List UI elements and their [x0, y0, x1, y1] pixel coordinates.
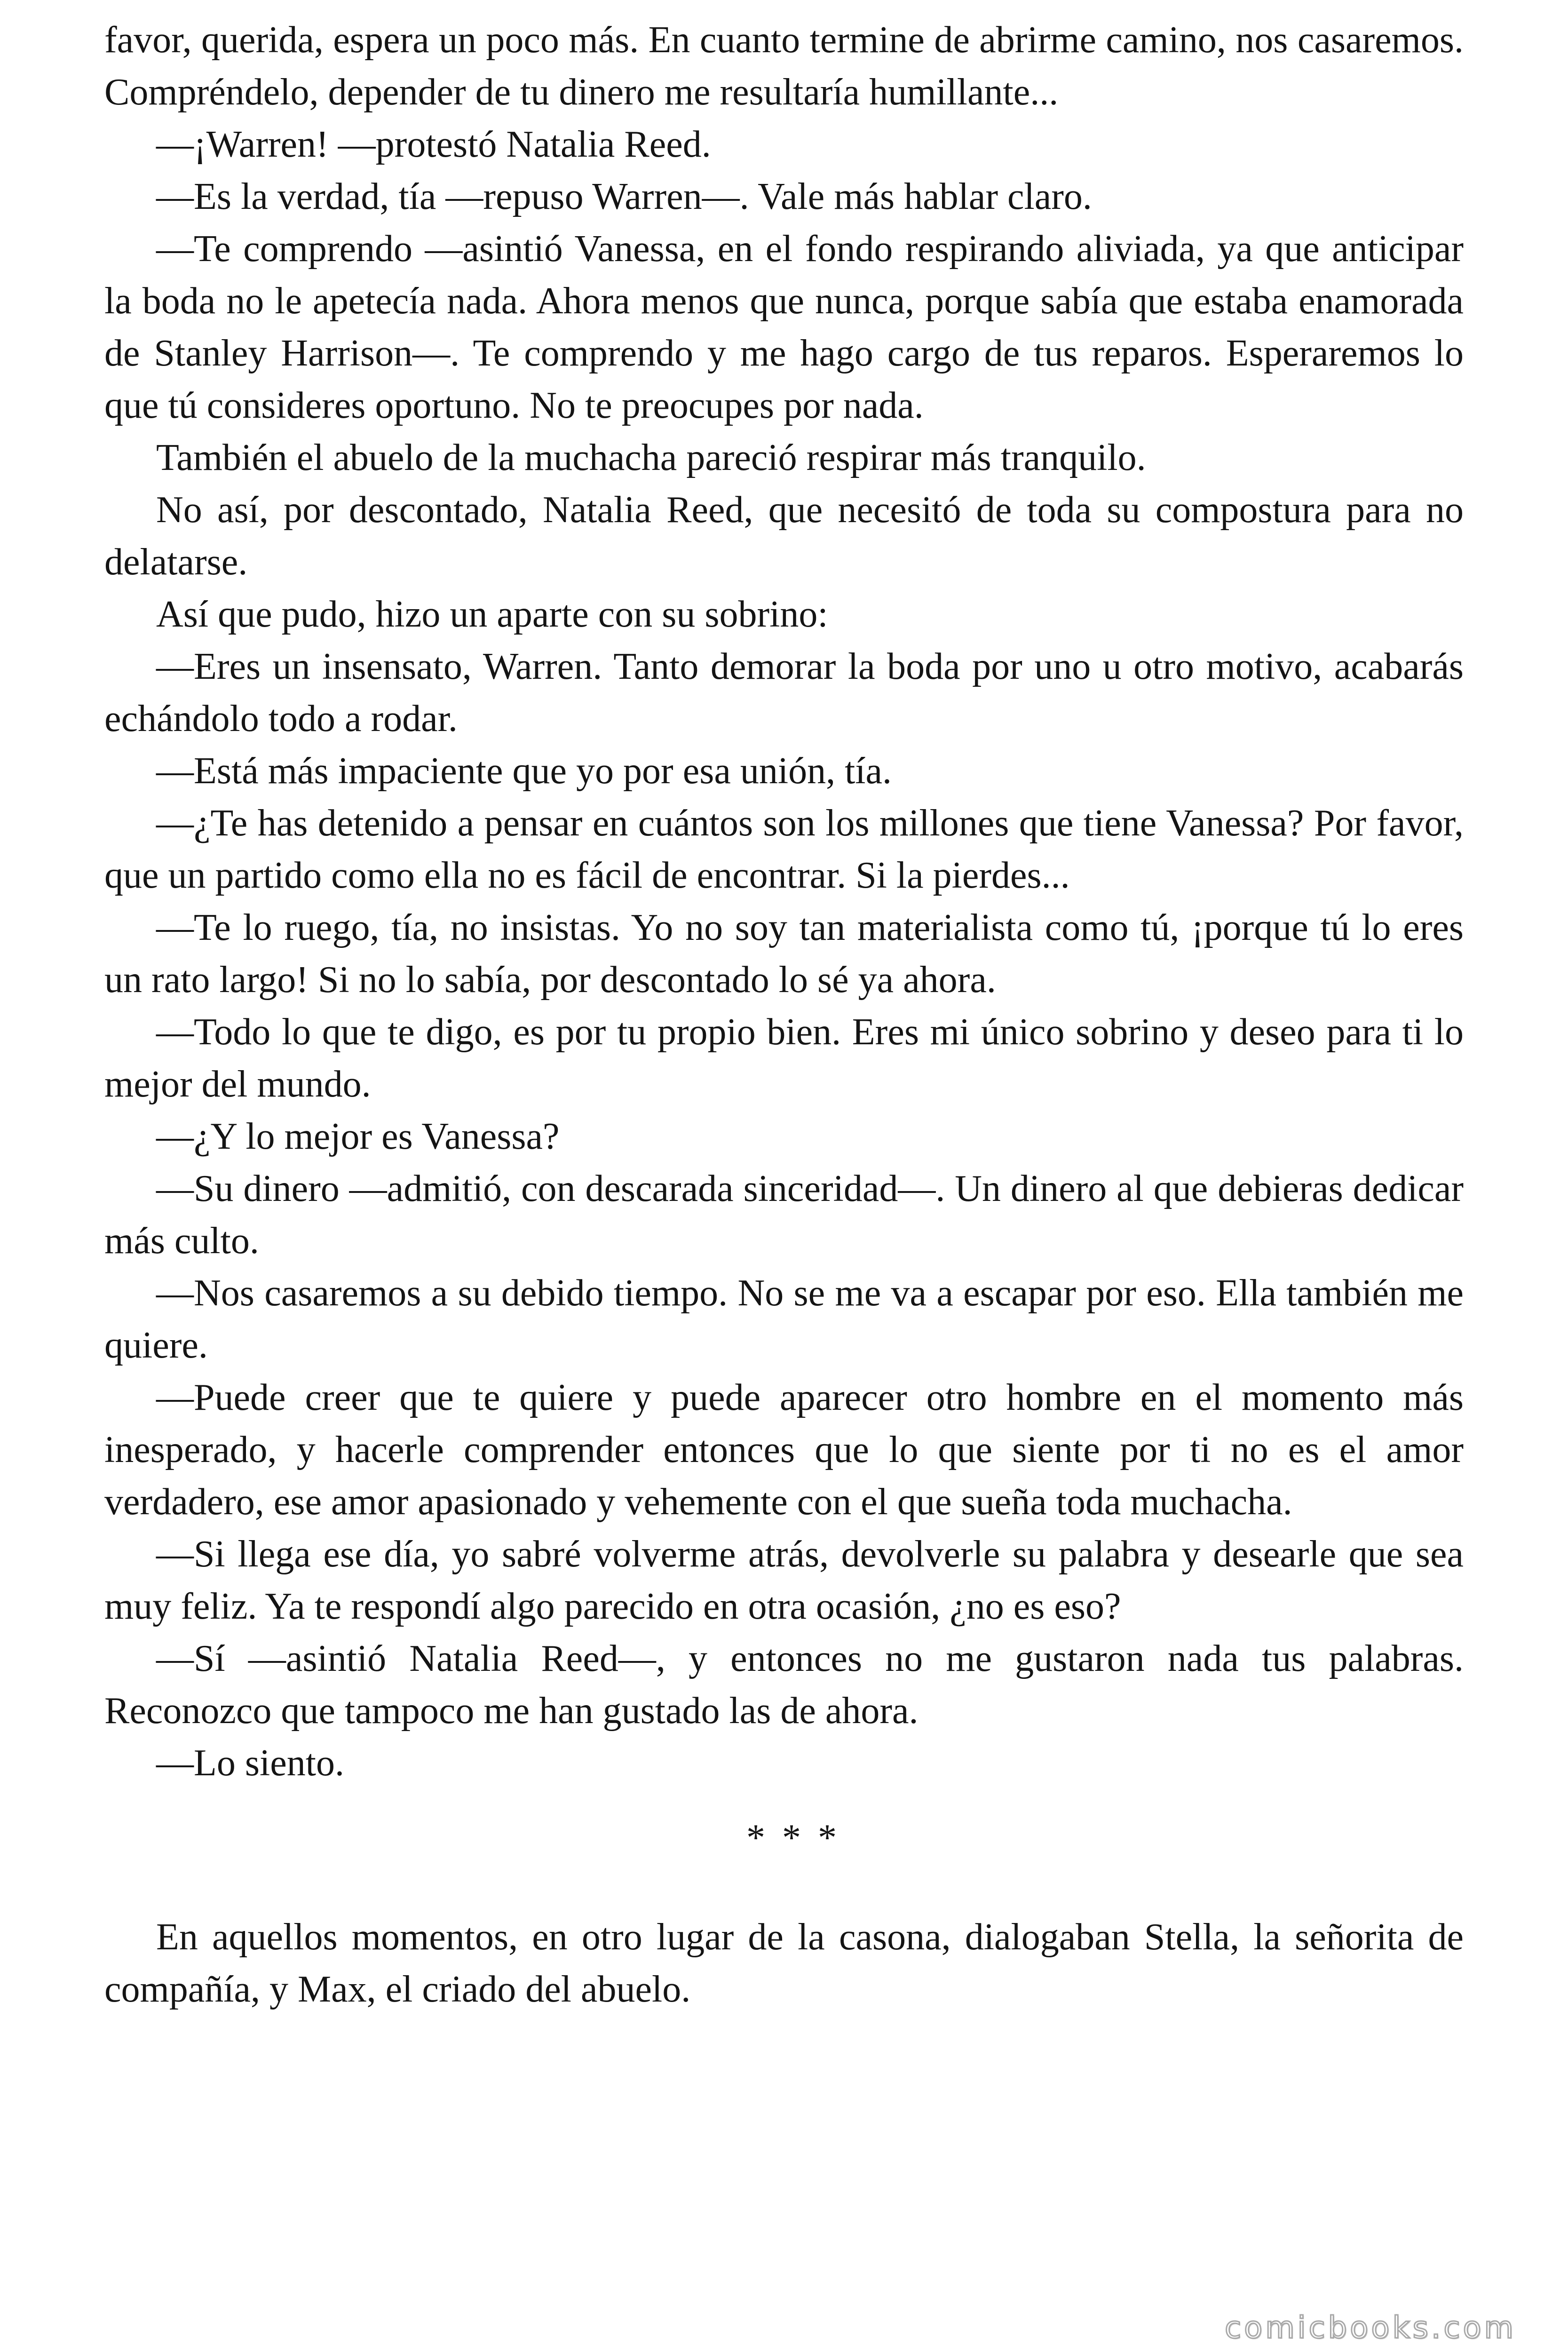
paragraph: —Eres un insensato, Warren. Tanto demorar la boda por uno u otro motivo, acabarás echándolo todo a rodar.	[104, 646, 1464, 739]
paragraph: —Su dinero —admitió, con descarada sinceridad—. Un dinero al que debieras dedicar más culto.	[104, 1168, 1464, 1262]
paragraph: —Te lo ruego, tía, no insistas. Yo no soy tan materialista como tú, ¡porque tú lo eres un rato largo! Si no lo sabía, por descontado lo sé ya ahora.	[104, 907, 1464, 1001]
paragraph: También el abuelo de la muchacha pareció respirar más tranquilo.	[156, 437, 1146, 478]
paragraph: —Te comprendo —asintió Vanessa, en el fondo respirando aliviada, ya que anticipar la boda no le apetecía nada. Ahora menos que nunca, porque sabía que estaba enamorada de Stanley Harrison—. Te comprendo y me hago cargo de tus reparos. Esperaremos lo que tú consideres oportuno. No te preocupes por nada.	[104, 228, 1464, 426]
paragraph: Así que pudo, hizo un aparte con su sobrino:	[156, 594, 828, 635]
paragraph: —¡Warren! —protestó Natalia Reed.	[156, 124, 711, 165]
watermark: comicbooks.com	[1224, 2311, 1516, 2345]
paragraph: —Si llega ese día, yo sabré volverme atrás, devolverle su palabra y desearle que sea muy feliz. Ya te respondí algo parecido en otra ocasión, ¿no es eso?	[104, 1534, 1464, 1627]
paragraph: —Nos casaremos a su debido tiempo. No se me va a escapar por eso. Ella también me quiere.	[104, 1272, 1464, 1366]
paragraph: —Es la verdad, tía —repuso Warren—. Vale más hablar claro.	[156, 176, 1092, 217]
paragraph: —Lo siento.	[156, 1742, 344, 1784]
paragraph: —¿Y lo mejor es Vanessa?	[156, 1116, 560, 1157]
paragraph: No así, por descontado, Natalia Reed, que necesitó de toda su compostura para no delatarse.	[104, 489, 1464, 583]
page-body	[104, 14, 1464, 2016]
paragraph: —Puede creer que te quiere y puede aparecer otro hombre en el momento más inesperado, y hacerle comprender entonces que lo que siente por ti no es el amor verdadero, ese amor apasionado y vehemente con el que sueña toda muchacha.	[104, 1377, 1464, 1523]
paragraph: —Todo lo que te digo, es por tu propio bien. Eres mi único sobrino y deseo para ti lo mejor del mundo.	[104, 1011, 1464, 1105]
paragraph: —¿Te has detenido a pensar en cuántos son los millones que tiene Vanessa? Por favor, que un partido como ella no es fácil de encontrar. Si la pierdes...	[104, 803, 1464, 896]
section-separator: * * *	[746, 1817, 840, 1859]
paragraph: —Sí —asintió Natalia Reed—, y entonces no me gustaron nada tus palabras. Reconozco que tampoco me han gustado las de ahora.	[104, 1638, 1464, 1732]
paragraph: En aquellos momentos, en otro lugar de la casona, dialogaban Stella, la señorita de compañía, y Max, el criado del abuelo.	[104, 1916, 1464, 2010]
paragraph: —Está más impaciente que yo por esa unión, tía.	[156, 750, 892, 792]
paragraph: favor, querida, espera un poco más. En cuanto termine de abrirme camino, nos casaremos. Compréndelo, depender de tu dinero me resultaría humillante...	[104, 19, 1464, 113]
